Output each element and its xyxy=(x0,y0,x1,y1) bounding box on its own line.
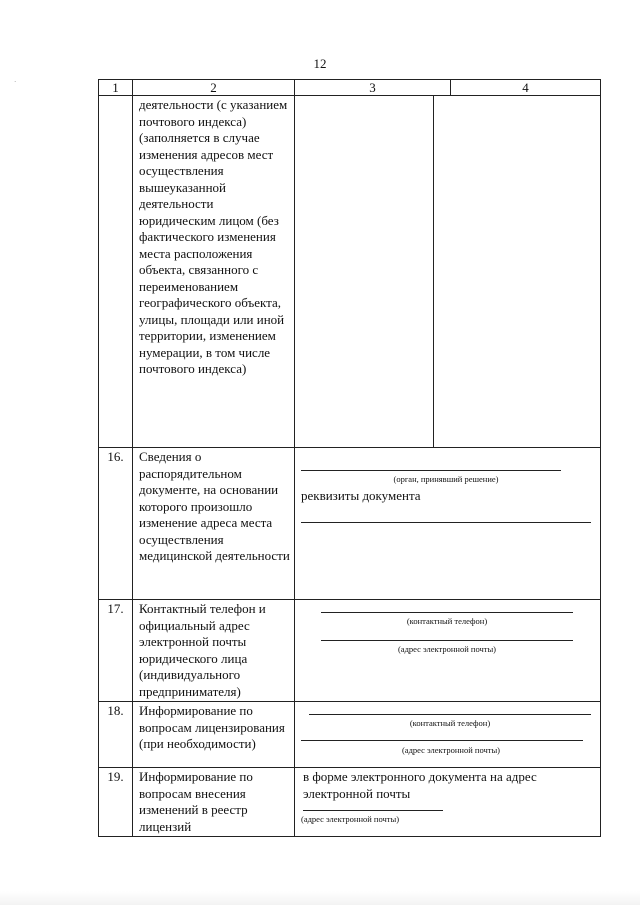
row-fields xyxy=(295,702,601,768)
page-number: 12 xyxy=(313,56,327,71)
row-fields xyxy=(295,448,601,600)
row-description: Контактный телефон и официальный адрес электронной почты юридического лица (индивидуального предпринимателя) xyxy=(133,600,295,702)
row-number: 19. xyxy=(99,768,133,837)
header-col-4: 4 xyxy=(522,80,529,95)
row-fields xyxy=(295,768,601,837)
email-line[interactable] xyxy=(301,740,583,741)
email-line[interactable] xyxy=(321,640,573,641)
phone-caption: (контактный телефон) xyxy=(409,718,491,728)
row-description: Сведения о распорядительном документе, на основании которого произошло изменение адреса места осуществления медицинской деятельности xyxy=(133,448,295,600)
phone-caption: (контактный телефон) xyxy=(406,616,488,626)
phone-line[interactable] xyxy=(321,612,573,613)
email-caption: (адрес электронной почты) xyxy=(301,814,400,824)
row-description: деятельности (с указанием почтового индекса) (заполняется в случае изменения адресов мест осуществления вышеуказанной деятельности юридическим лицом (без фактического изменения места расположения объекта, связанного с переименованием географического объекта, улицы, площади или иной территории, изменением нумерации, в том числе почтового индекса) xyxy=(133,96,295,448)
phone-line[interactable] xyxy=(309,714,591,715)
row-description: Информирование по вопросам лицензирования (при необходимости) xyxy=(133,702,295,768)
header-col-1: 1 xyxy=(99,80,133,96)
row-number: 16. xyxy=(99,448,133,600)
row-number: 17. xyxy=(99,600,133,702)
email-caption: (адрес электронной почты) xyxy=(401,745,501,755)
email-line[interactable] xyxy=(303,810,443,811)
header-col-3-4 xyxy=(295,80,601,96)
field-col-3[interactable] xyxy=(295,96,434,447)
row-fields xyxy=(295,600,601,702)
org-line[interactable] xyxy=(301,470,561,471)
row-number: 18. xyxy=(99,702,133,768)
form-table xyxy=(98,79,601,837)
table-row-16 xyxy=(99,448,601,600)
requisites-line[interactable] xyxy=(301,522,591,523)
header-col-3: 3 xyxy=(295,80,451,95)
scan-mark: · xyxy=(14,78,17,86)
table-row-17 xyxy=(99,600,601,702)
table-row-18 xyxy=(99,702,601,768)
row-fields xyxy=(295,96,601,448)
electronic-form-text: в форме электронного документа на адрес электронной почты xyxy=(303,769,537,801)
requisites-text: реквизиты документа xyxy=(301,488,421,503)
email-caption: (адрес электронной почты) xyxy=(397,644,497,654)
row-description: Информирование по вопросам внесения изменений в реестр лицензий xyxy=(133,768,295,837)
scan-edge xyxy=(0,891,640,905)
field-col-4[interactable] xyxy=(434,96,600,447)
table-row-continuation xyxy=(99,96,601,448)
row-number-empty xyxy=(99,96,133,448)
org-caption: (орган, принявший решение) xyxy=(393,474,499,484)
table-header-row xyxy=(99,80,601,96)
table-row-19 xyxy=(99,768,601,837)
header-col-2: 2 xyxy=(133,80,295,96)
